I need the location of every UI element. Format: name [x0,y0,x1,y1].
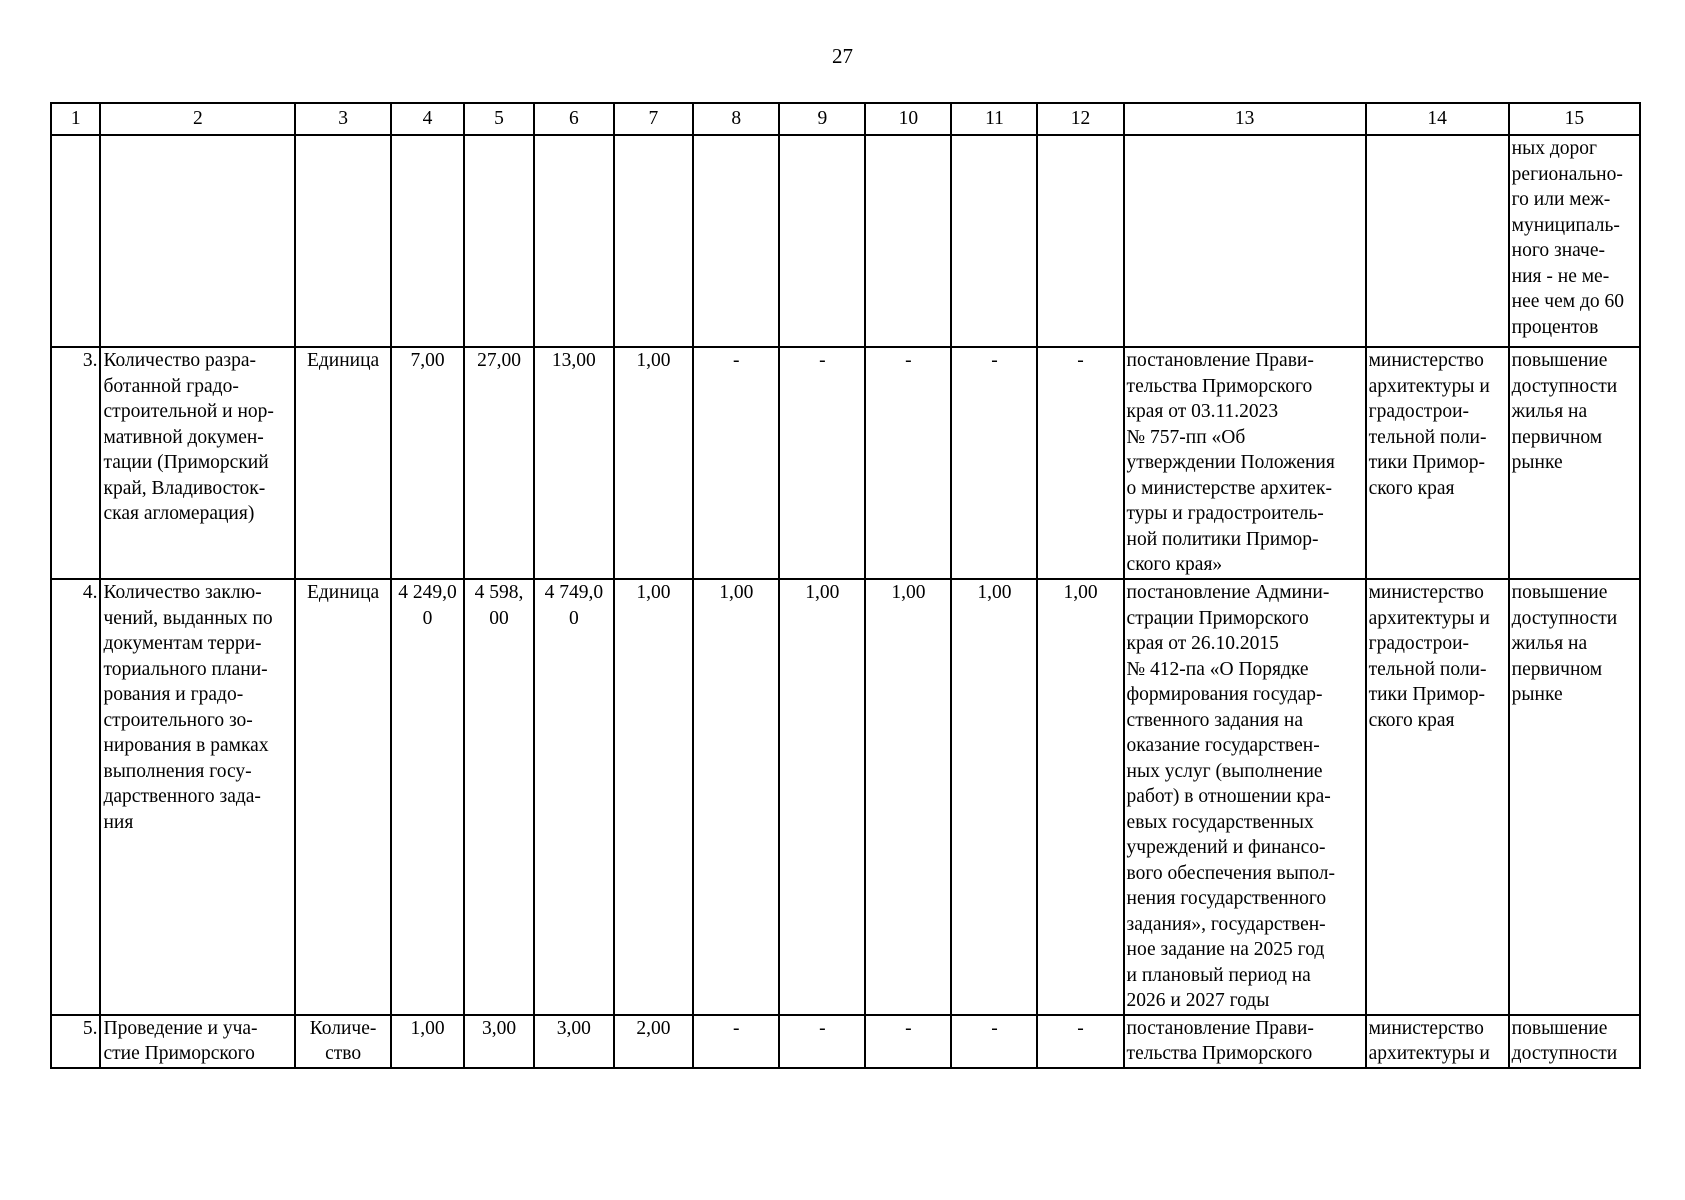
indicator-name: Количество разра- ботанной градо- строительной и нор- мативной докумен- тации (Приморский край, Владивосток- ская агломерация) [103,350,274,524]
value-cell-7: 2,00 [614,1015,694,1068]
responsible-body: министерство архитектуры и [1368,1017,1490,1064]
column-header: 13 [1124,103,1366,135]
column-header: 1 [51,103,100,135]
value-cell-11: - [951,1015,1037,1068]
value-cell-5: 3,00 [464,1015,534,1068]
table-cell [100,135,295,347]
continuation-row [51,135,1640,347]
basis-document: постановление Админи- страции Приморского края от 26.10.2015 № 412-па «О Порядке формирования государ- ственного задания на оказание государствен- ных услуг (выполнение работ) в отношении кра- евых государственных учреждений и финансо- вого обеспечения выпол- нения государственного задания», государствен- ное задание на 2025 год и плановый период на 2026 и 2027 годы [1126,582,1335,1011]
basis-document: постановление Прави- тельства Приморского [1126,1017,1314,1064]
value-cell-8: 1,00 [693,579,779,1015]
value-cell-11: - [951,347,1037,579]
header-row [51,103,1640,135]
value-cell-11: 1,00 [951,579,1037,1015]
value-cell-6: 4 749,0 0 [544,582,604,629]
basis-document: постановление Прави- тельства Приморского края от 03.11.2023 № 757-пп «Об утверждении Положения о министерстве архитек- туры и градостроитель- ной политики Примор- ского края» [1126,350,1335,575]
row-number: 4. [51,579,100,1015]
table-row [51,579,1640,1015]
value-cell-8: - [693,347,779,579]
row-number: 3. [51,347,100,579]
result-text: ных дорог регионально- го или меж- муниципаль- ного значе- ния - не ме- нее чем до 60 процентов [1511,138,1625,338]
expected-result: повышение доступности жилья на первичном рынке [1511,582,1618,705]
table-cell [391,135,464,347]
column-header: 9 [779,103,865,135]
value-cell-12: 1,00 [1037,579,1123,1015]
responsible-body: министерство архитектуры и градострои- тельной поли- тики Примор- ского края [1368,582,1490,731]
unit-cell: Единица [295,347,391,579]
indicator-name: Количество заклю- чений, выданных по документам терри- ториального плани- рования и градо- строительного зо- нирования в рамках выполнения госу- дарственного зада- ния [103,582,273,833]
column-header: 2 [100,103,295,135]
column-header: 11 [951,103,1037,135]
value-cell-9: - [779,1015,865,1068]
indicator-name: Проведение и уча- стие Приморского [103,1017,258,1064]
table-cell [1037,135,1123,347]
value-cell-10: - [865,1015,951,1068]
value-cell-10: - [865,347,951,579]
column-header: 3 [295,103,391,135]
column-header: 6 [534,103,614,135]
value-cell-4: 1,00 [391,1015,464,1068]
value-cell-6: 3,00 [534,1015,614,1068]
responsible-body: министерство архитектуры и градострои- тельной поли- тики Примор- ского края [1368,350,1490,499]
table-cell [295,135,391,347]
table-row [51,347,1640,579]
value-cell-7: 1,00 [614,347,694,579]
value-cell-4: 7,00 [410,350,445,371]
table-cell [693,135,779,347]
indicators-table [50,102,1641,1069]
table-cell [1366,135,1509,347]
row-number: 5. [51,1015,100,1068]
column-header: 15 [1509,103,1640,135]
value-cell-12: - [1037,347,1123,579]
table-cell [779,135,865,347]
value-cell-9: 1,00 [779,579,865,1015]
value-cell-9: - [779,347,865,579]
column-header: 10 [865,103,951,135]
expected-result: повышение доступности [1511,1017,1618,1064]
column-header: 5 [464,103,534,135]
table-cell [1124,135,1366,347]
table-row [51,1015,1640,1068]
column-header: 8 [693,103,779,135]
value-cell-7: 1,00 [614,579,694,1015]
table-cell [464,135,534,347]
result-cell [1509,135,1640,347]
table-cell [51,135,100,347]
table-cell [534,135,614,347]
table-cell [865,135,951,347]
column-header: 12 [1037,103,1123,135]
value-cell-8: - [693,1015,779,1068]
value-cell-5: 4 598, 00 [474,582,524,629]
value-cell-5: 27,00 [477,350,521,371]
table-cell [951,135,1037,347]
value-cell-4: 4 249,0 0 [398,582,457,629]
column-header: 7 [614,103,694,135]
value-cell-10: 1,00 [865,579,951,1015]
column-header: 14 [1366,103,1509,135]
unit-cell: Количе- ство [309,1017,377,1064]
column-header: 4 [391,103,464,135]
expected-result: повышение доступности жилья на первичном рынке [1511,350,1618,473]
table-cell [614,135,694,347]
value-cell-12: - [1037,1015,1123,1068]
value-cell-6: 13,00 [551,350,596,371]
unit-cell: Единица [295,579,391,1015]
page-number: 27 [832,44,853,68]
